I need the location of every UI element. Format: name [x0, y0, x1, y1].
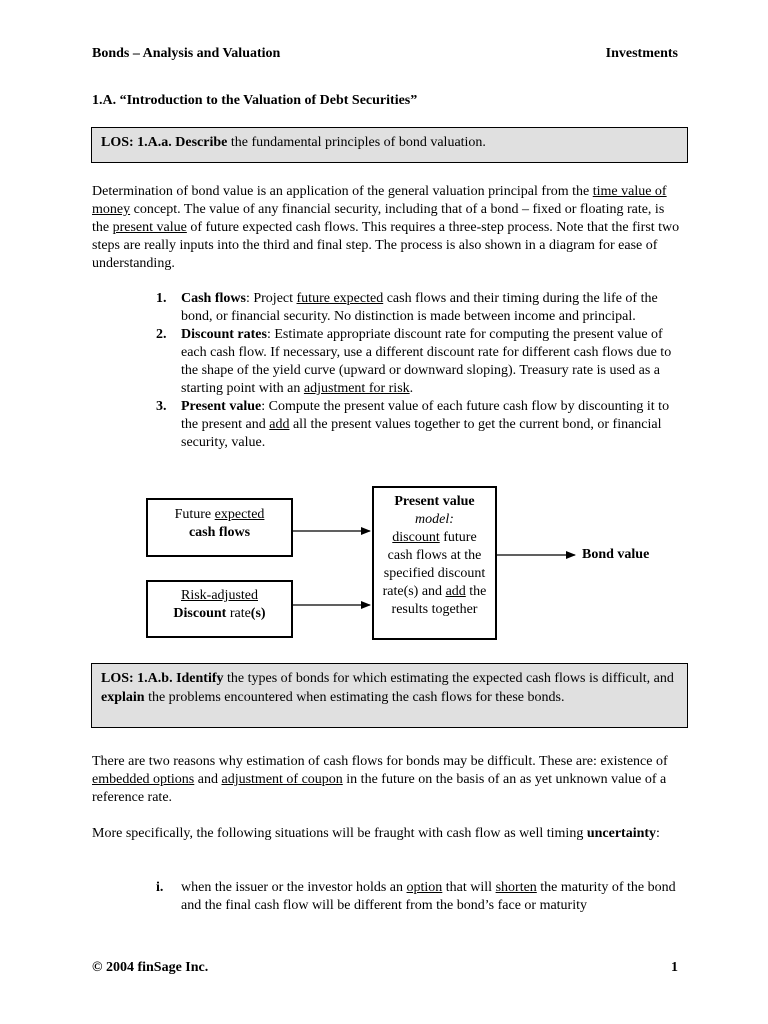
los-text: the problems encountered when estimating the cash flows for these bonds.	[144, 690, 565, 705]
box-underline: discount	[392, 530, 440, 545]
los-box-1b	[91, 663, 688, 728]
intro-text-2: concept. The value of any financial security, including that of a bond – fixed or floating rate, is the	[92, 202, 665, 235]
specific-bold: uncertainty	[586, 826, 657, 841]
situation-underline: option	[406, 880, 443, 895]
situation-underline: shorten	[495, 880, 537, 895]
reasons-text: and	[194, 772, 222, 787]
situation-item	[156, 879, 686, 915]
diagram-box-pv-model	[372, 486, 497, 640]
specific-text: More specifically, the following situations will be fraught with cash flow as well timing	[92, 826, 587, 841]
box-italic: model:	[415, 512, 454, 527]
box-text: the results together	[391, 584, 487, 617]
diagram-box-discount-rates	[146, 580, 293, 638]
page-number: 1	[671, 960, 678, 975]
step-text: .	[409, 381, 414, 396]
situation-number: i.	[156, 880, 164, 895]
section-title: 1.A. “Introduction to the Valuation of Debt Securities”	[92, 93, 418, 108]
box-underline: expected	[214, 507, 265, 522]
intro-text-3: of future expected cash flows. This requires a three-step process. Note that the first two steps are really inputs into the third and final step. The process is also shown in a diagram for ease of understanding.	[92, 220, 680, 271]
situation-text: that will	[442, 880, 496, 895]
los-label: LOS: 1.A.b. Identify	[101, 671, 224, 686]
header-title: Bonds – Analysis and Valuation	[92, 46, 281, 61]
box-underline: Risk-adjusted	[181, 588, 258, 603]
box-underline: add	[445, 584, 466, 599]
box-bold: cash flows	[188, 525, 251, 540]
los-text: the types of bonds for which estimating the expected cash flows is difficult, and	[223, 671, 674, 686]
los-text: the fundamental principles of bond valuation.	[227, 135, 486, 150]
step-text: : Compute the present value of each future cash flow by discounting it to the present and	[181, 399, 670, 432]
step-text: : Project	[245, 291, 297, 306]
box-title: Present value	[394, 494, 475, 509]
box-text: Future	[174, 507, 215, 522]
step-title: Present value	[181, 399, 262, 414]
step-text: : Estimate appropriate discount rate for computing the present value of each cash flow. If necessary, use a different discount rate for different cash flows due to the shape of the yield curve (upward or downward sloping). Treasury rate is used as a starting point with an	[181, 327, 672, 396]
reasons-underline: embedded options	[92, 772, 195, 787]
box-text: rate	[226, 606, 251, 621]
intro-underline-tvm: time value of money	[92, 184, 667, 217]
step-number: 3.	[156, 399, 167, 414]
box-bold: Discount	[173, 606, 227, 621]
footer-copyright: © 2004 finSage Inc.	[92, 960, 209, 975]
step-underline: adjustment for risk	[303, 381, 410, 396]
specific-paragraph	[92, 825, 682, 843]
los-label: LOS: 1.A.a. Describe	[101, 135, 228, 150]
reasons-text: in the future on the basis of an as yet unknown value of a reference rate.	[92, 772, 667, 805]
specific-text: :	[656, 826, 660, 841]
diagram-output-bond-value: Bond value	[582, 547, 650, 562]
situations-list	[156, 879, 686, 915]
reasons-text: There are two reasons why estimation of cash flows for bonds may be difficult. These are: existence of	[92, 754, 668, 769]
step-number: 2.	[156, 327, 167, 342]
diagram-box-cash-flows	[146, 498, 293, 557]
step-text: cash flows and their timing during the life of the bond, or financial security. No distinction is made between income and principal.	[181, 291, 658, 324]
step-number: 1.	[156, 291, 167, 306]
reasons-underline: adjustment of coupon	[221, 772, 343, 787]
los-bold: explain	[101, 690, 145, 705]
intro-underline-pv: present value	[112, 220, 187, 235]
step-underline: add	[269, 417, 290, 432]
box-text: future cash flows at the specified discount rate(s) and	[382, 530, 486, 599]
step-underline: future expected	[296, 291, 384, 306]
step-text: all the present values together to get the current bond, or financial security, value.	[181, 417, 662, 450]
situation-text: when the issuer or the investor holds an	[181, 880, 407, 895]
box-bold: (s)	[250, 606, 266, 621]
reasons-paragraph	[92, 753, 682, 807]
step-title: Cash flows	[181, 291, 246, 306]
step-title: Discount rates	[181, 327, 267, 342]
situation-text: the maturity of the bond and the final cash flow will be different from the bond’s face or maturity	[181, 880, 676, 913]
intro-text-1: Determination of bond value is an application of the general valuation principal from the	[92, 184, 593, 199]
header-subject: Investments	[605, 46, 678, 61]
